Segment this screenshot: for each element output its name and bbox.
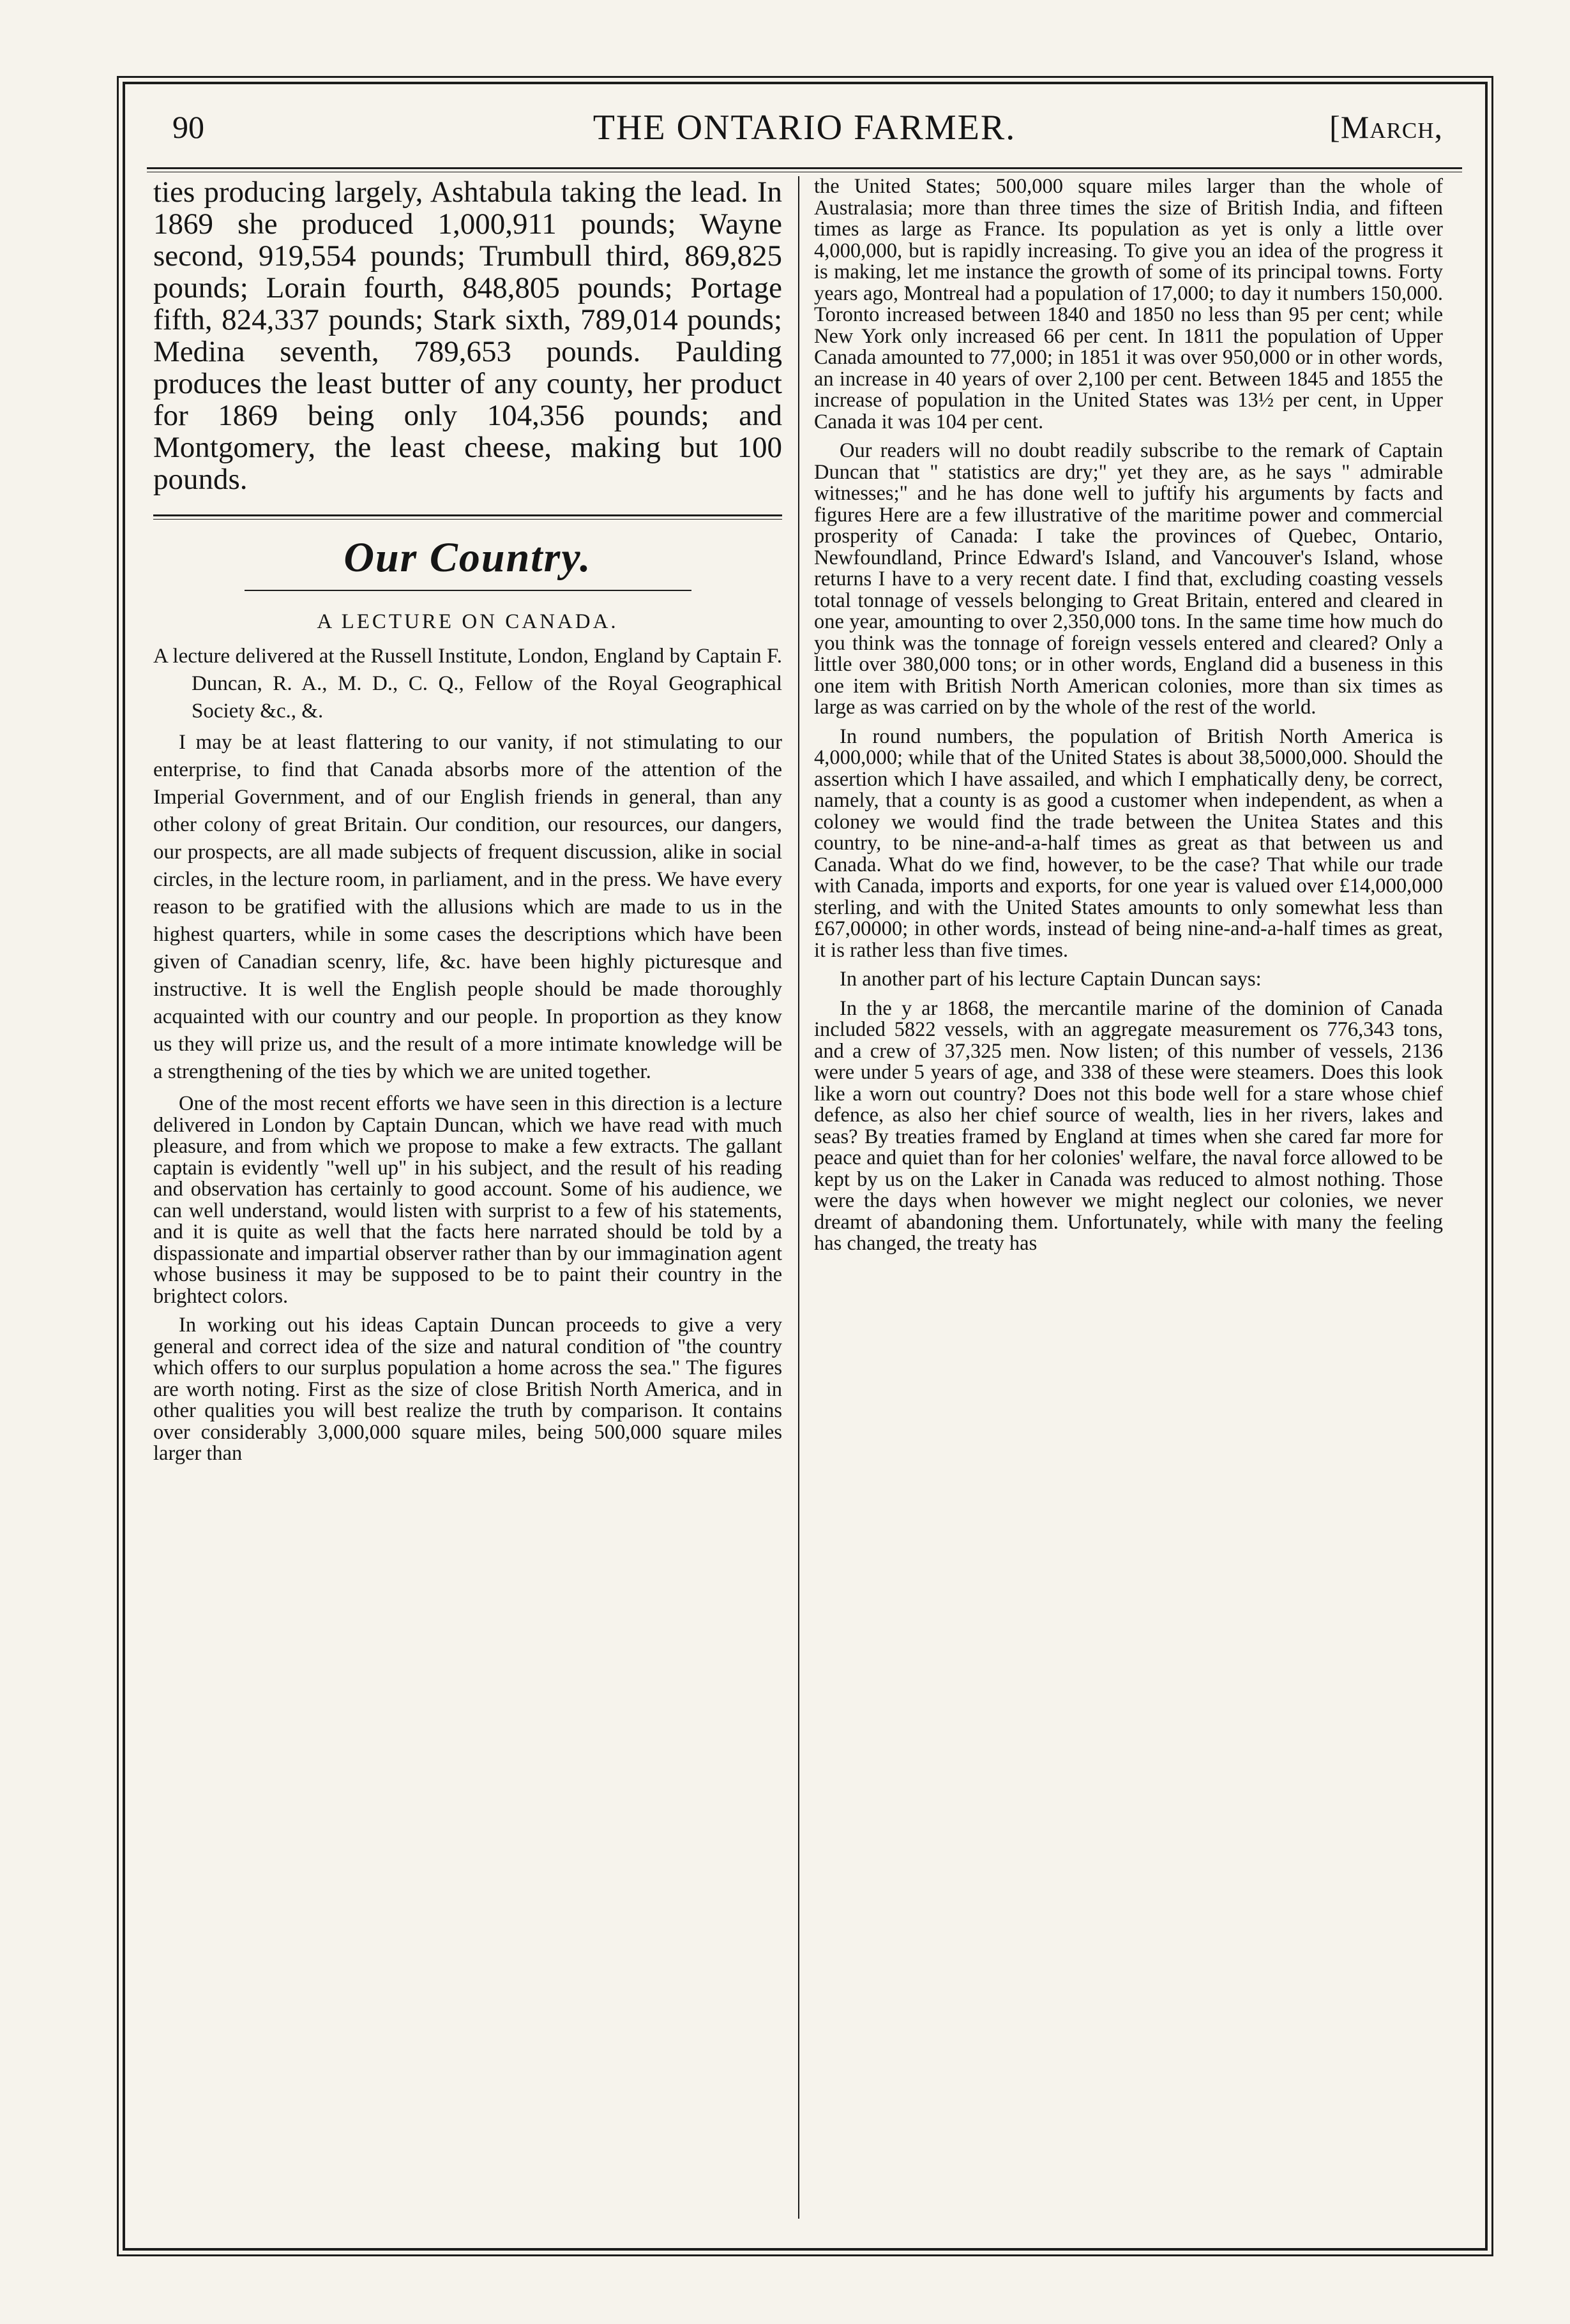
article-paragraph: the United States; 500,000 square miles larger than the whole of Australasia; more than three times the size of British India, and fifteen times as large as France. Its population as yet is only a little over 4,000,000, but is rapidly increasing. To give you an idea of the progress it is making, let me instance the growth of some of its principal towns. Forty years ago, Montreal had a population of 17,000; to day it numbers 150,000. Toronto increased between 1840 and 1850 no less than 95 per cent; while New York only increased 66 per cent. In 1811 the population of Upper Canada amounted to 77,000; in 1851 it was over 950,000 or in other words, an increase in 40 years of over 2,100 per cent. Between 1845 and 1855 the increase of population in the United States was 13½ per cent, in Upper Canada it was 104 per cent.	[814, 175, 1443, 433]
column-divider	[798, 176, 799, 2219]
article-paragraph: In the y ar 1868, the mercantile marine of the dominion of Canada included 5822 vessels, with an aggregate measurement os 776,343 tons, and a crew of 37,325 men. Now listen; of this number of vessels, 2136 were under 5 years of age, and 338 of these were steamers. Does this look like a worn out country? Does not this bode well for a stare whose chief defence, as also her chief source of wealth, lies in her rivers, lakes and seas? By treaties framed by England at times when she cared far more for peace and quiet than for her colonies' welfare, the naval force allowed to be kept by us on the Laker in Canada was reduced to almost nothing. Those were the days when however we might neglect our colonies, we never dreamt of abandoning them. Unfortunately, while with many the feeling has changed, the treaty has	[814, 996, 1443, 1255]
article-paragraph: In round numbers, the population of British North America is 4,000,000; while that of the United States is about 38,5000,000. Should the assertion which I have assailed, and which I emphatically deny, be correct, namely, that a county is as good a customer when independent, as when a coloney we would find the trade between the Unitea States and this country, to be nine-and-a-half times as great as that between us and Canada. What do we find, however, to be the case? That while our trade with Canada, imports and exports, for one year is valued over £14,000,000 sterling, and with the United States amounts to only somewhat less than £67,00000; in other words, instead of being nine-and-a-half times as great, it is rather less than five times.	[814, 724, 1443, 962]
page-number: 90	[172, 109, 204, 145]
section-title: Our Country.	[343, 534, 592, 581]
article-paragraph: One of the most recent efforts we have seen in this direction is a lecture delivered in London by Captain Duncan, which we have read with much pleasure, and from which we propose to make a few extracts. The gallant captain is evidently "well up" in his subject, and the result of his reading and observation has certainly to good account. Some of his audience, we can well understand, would listen with surprist to a few of his statements, and it is quite as well that the facts here narrated should be told by a dispassionate and impartial observer rather than by our immagination agent whose business it may be supposed to be to paint their country in the brightect colors.	[153, 1092, 782, 1308]
article-paragraph: I may be at least flattering to our vanity, if not stimulating to our enterprise, to find that Canada absorbs more of the attention of the Imperial Government, and of our English friends in general, than any other colony of great Britain. Our condition, our resources, our dangers, our prospects, are all made subjects of frequent discussion, alike in social circles, in the lecture room, in parliament, and in the press. We have every reason to be gratified with the allusions which are made to us in the highest quarters, while in some cases the descriptions which have been given of Canadian scenry, life, &c. have been highly picturesque and instructive. It is well the English people should be made thoroughly acquainted with our country and our people. In proportion as they know us they will prize us, and the result of a more intimate knowledge will be a strengthening of the ties by which we are united together.	[153, 731, 782, 1083]
title-rule	[245, 590, 691, 591]
article-paragraph: In another part of his lecture Captain Duncan says:	[840, 968, 1262, 991]
section-divider	[153, 514, 782, 520]
article-heading: A LECTURE ON CANADA.	[317, 610, 619, 633]
running-header	[147, 96, 1462, 160]
article-intro: A lecture delivered at the Russell Institute, London, England by Captain F. Duncan, R. A., M. D., C. Q., Fellow of the Royal Geographical Society &c., &.	[153, 645, 782, 723]
article-paragraph: Our readers will no doubt readily subscribe to the remark of Captain Duncan that " statistics are dry;" yet they are, as he says " admirable witnesses;" and he has done well to juftify his arguments by facts and figures Here are a few illustrative of the maritime power and commercial prosperity of Canada: I take the provinces of Quebec, Ontario, Newfoundland, Prince Edward's Island, and Vancouver's Island, whose returns I have to a very recent date. I find that, excluding coasting vessels total tonnage of vessels belonging to Great Britain, entered and cleared in one year, amounting to over 2,350,000 tons. In the same time how much do you think was the tonnage of foreign vessels entered and cleared? Only a little over 380,000 tons; or in other words, England did a buseness in this one item with British North American colonies, more than six times as large as was carried on by the whole of the rest of the world.	[814, 439, 1443, 719]
running-title: THE ONTARIO FARMER.	[593, 108, 1016, 147]
left-column	[153, 176, 782, 1465]
continued-paragraph: ties producing largely, Ashtabula taking the lead. In 1869 she produced 1,000,911 pounds; Wayne second, 919,554 pounds; Trumbull third, 869,825 pounds; Lorain fourth, 848,805 pounds; Portage fifth, 824,337 pounds; Stark sixth, 789,014 pounds; Medina seventh, 789,653 pounds. Paulding produces the least butter of any county, her product for 1869 being only 104,356 pounds; and Montgomery, the least cheese, making but 100 pounds.	[153, 176, 782, 496]
running-month: [March,	[1329, 109, 1443, 145]
article-paragraph: In working out his ideas Captain Duncan proceeds to give a very general and correct idea of the size and natural condition of "the country which offers to our surplus population a home across the sea." The figures are worth noting. First as the size of close British North America, and in other qualities you will best realize the truth by comparison. It contains over considerably 3,000,000 square miles, being 500,000 square miles larger than	[153, 1314, 782, 1465]
right-column	[814, 176, 1443, 1255]
header-rule	[147, 167, 1462, 172]
